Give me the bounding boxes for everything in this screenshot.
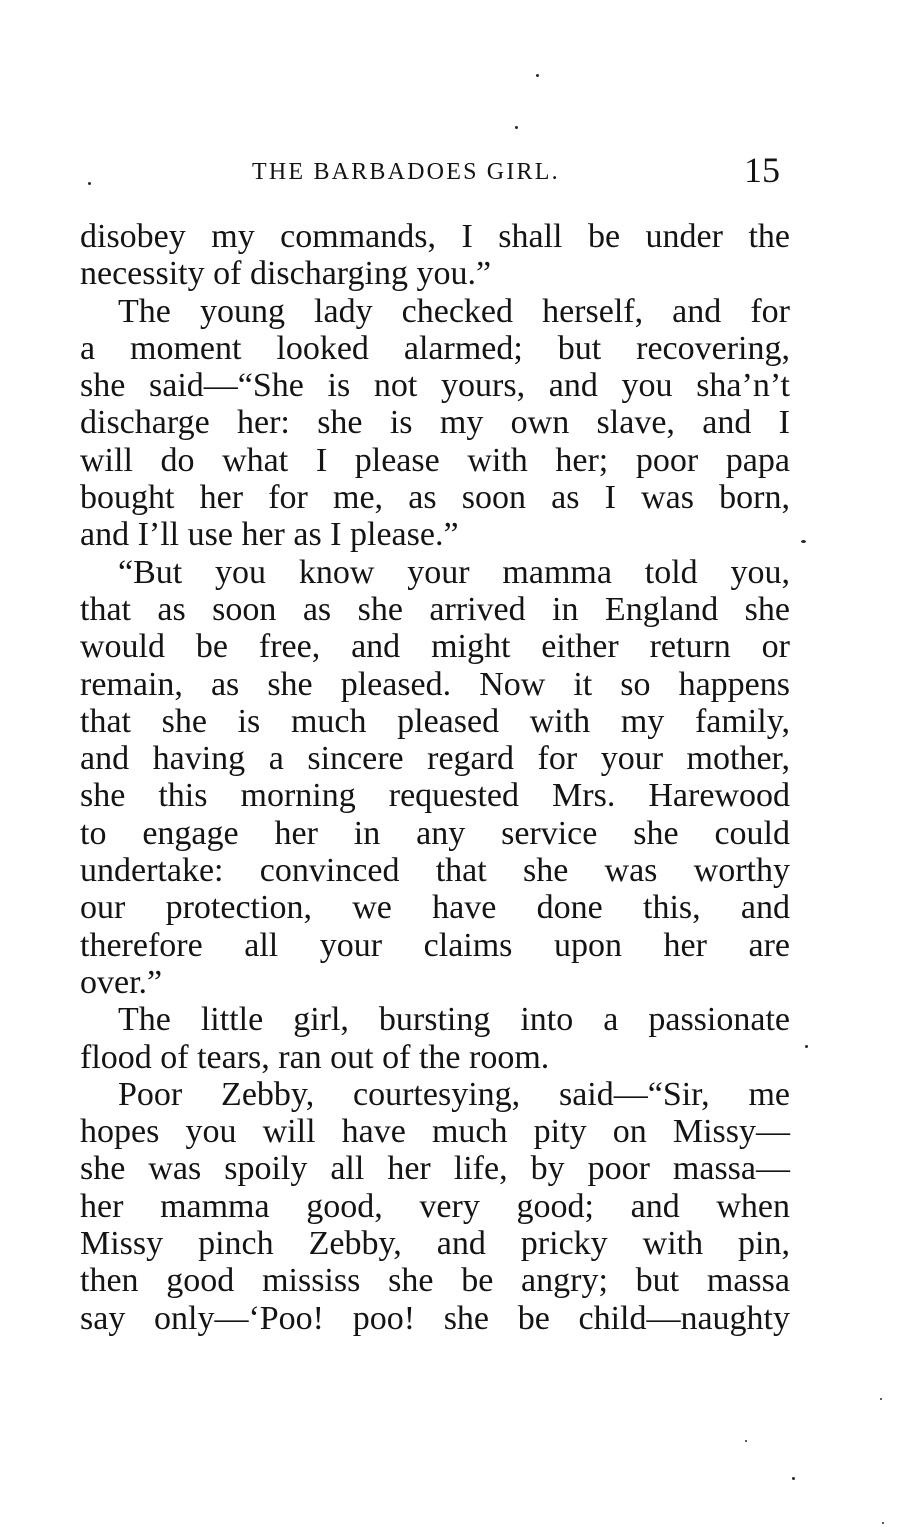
text-line: that as soon as she arrived in England she [80, 590, 790, 628]
body-text [80, 218, 790, 1337]
text-line: necessity of discharging you.” [80, 255, 492, 293]
text-line: then good mississ she be angry; but massa [80, 1262, 790, 1300]
text-line: she said—“She is not yours, and you sha’n’t [80, 367, 790, 405]
text-line: would be free, and might either return or [80, 628, 790, 666]
text-line: disobey my commands, I shall be under the [80, 218, 790, 255]
running-title: THE BARBADOES GIRL. [252, 159, 560, 185]
scan-speck [745, 1440, 747, 1442]
text-line: undertake: convinced that she was worthy [80, 852, 790, 890]
scan-speck [88, 182, 91, 185]
text-line: she this morning requested Mrs. Harewood [80, 777, 790, 815]
text-line: hopes you will have much pity on Missy— [80, 1113, 790, 1151]
scan-speck [880, 1398, 882, 1400]
text-line: will do what I please with her; poor papa [80, 441, 790, 479]
text-line: remain, as she pleased. Now it so happens [80, 665, 790, 703]
text-line: “But you know your mamma told you, [118, 553, 790, 591]
text-line: a moment looked alarmed; but recovering, [80, 329, 790, 367]
text-line: and having a sincere regard for your mother, [80, 740, 790, 778]
text-line: therefore all your claims upon her are [80, 926, 790, 964]
text-line: bought her for me, as soon as I was born, [80, 479, 790, 517]
scan-speck [515, 126, 518, 129]
scan-speck [801, 540, 806, 543]
scan-speck [882, 1522, 884, 1524]
text-line: our protection, we have done this, and [80, 889, 790, 927]
text-line: Poor Zebby, courtesying, said—“Sir, me [118, 1075, 790, 1113]
text-line: her mamma good, very good; and when [80, 1187, 790, 1225]
text-line: flood of tears, ran out of the room. [80, 1038, 550, 1076]
text-line: The young lady checked herself, and for [118, 292, 790, 330]
scan-speck [792, 1477, 795, 1480]
text-line: that she is much pleased with my family, [80, 702, 790, 740]
text-line: over.” [80, 963, 163, 1001]
text-line: she was spoily all her life, by poor massa— [80, 1150, 790, 1188]
text-line: Missy pinch Zebby, and pricky with pin, [80, 1225, 790, 1263]
text-line: and I’ll use her as I please.” [80, 516, 459, 554]
text-line: The little girl, bursting into a passionate [118, 1001, 790, 1039]
text-line: to engage her in any service she could [80, 814, 790, 852]
text-line: say only—‘Poo! poo! she be child—naughty [80, 1299, 790, 1337]
text-line: discharge her: she is my own slave, and I [80, 404, 790, 442]
scan-speck [536, 74, 539, 77]
page-number: 15 [744, 150, 780, 190]
scan-speck [805, 1045, 808, 1048]
